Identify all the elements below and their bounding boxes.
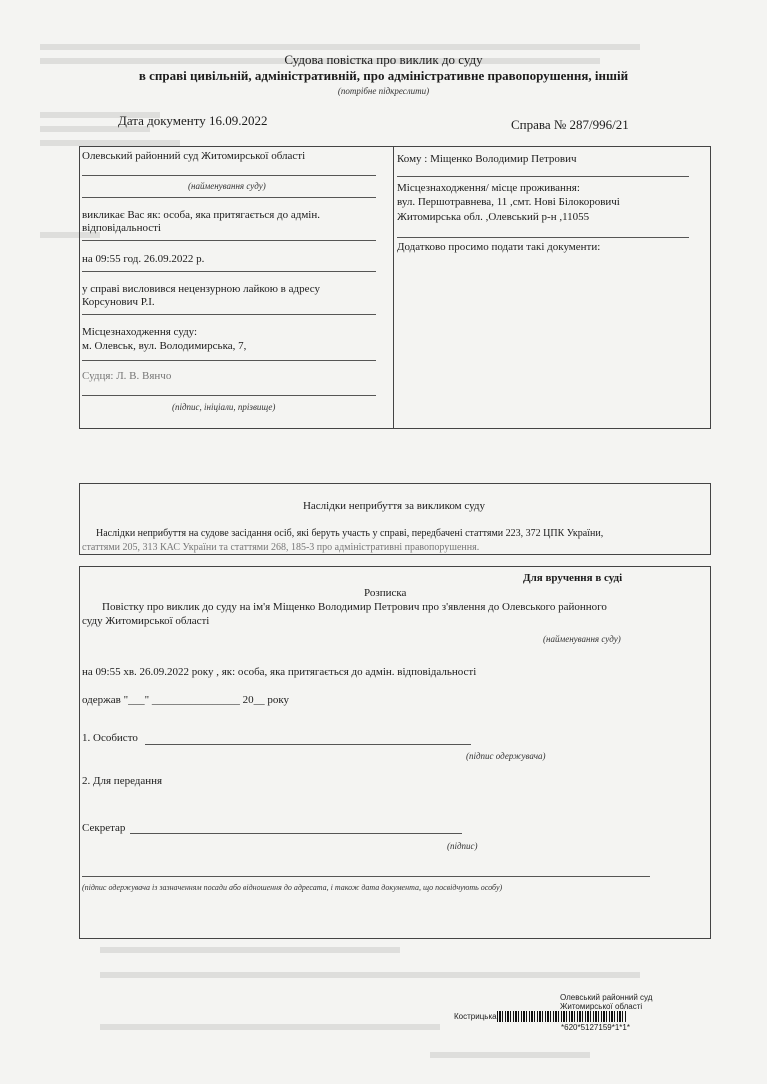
summons-role-2: відповідальності (82, 222, 161, 234)
time-line (82, 271, 376, 272)
receipt-title: Розписка (364, 587, 407, 599)
court-caption: (найменування суду) (188, 181, 266, 191)
address-label: Місцезнаходження/ місце проживання: (397, 182, 580, 194)
receipt-court-caption: (найменування суду) (543, 634, 621, 644)
bleed-through-text (40, 44, 640, 50)
barcode (497, 1011, 627, 1022)
recipient-name: Кому : Міщенко Володимир Петрович (397, 153, 577, 165)
summons-line (82, 240, 376, 241)
hearing-time: на 09:55 год. 26.09.2022 р. (82, 253, 205, 265)
received-date: одержав "___" ________________ 20__ року (82, 694, 290, 706)
court-line (82, 175, 376, 176)
receipt-line-1: Повістку про виклик до суду на ім'я Міщенко Володимир Петрович про з'явлення до Олевського районного (102, 601, 607, 613)
footer-caption: (підпис одержувача із зазначенням посади або відношення до адресата, і також дата документа, що посвідчують особу) (82, 883, 503, 892)
recipient-signature-caption: (підпис одержувача) (466, 751, 546, 761)
footer-line (82, 876, 650, 877)
secretary-label: Секретар (82, 822, 126, 834)
signature-caption: (підпис, ініціали, прізвище) (172, 402, 276, 412)
bleed-through-text (100, 947, 400, 953)
case-matter-1: у справі висловився нецензурною лайкою в адресу (82, 283, 320, 295)
transfer-label: 2. Для передання (82, 775, 163, 787)
additional-documents: Додатково просимо подати такі документи: (397, 241, 601, 253)
receipt-time-line: на 09:55 хв. 26.09.2022 року , як: особа, яка притягається до адмін. відповідальності (82, 666, 477, 678)
court-name: Олевський районний суд Житомирської області (82, 150, 306, 162)
personally-signature-line[interactable] (145, 744, 471, 745)
summons-role-1: викликає Вас як: особа, яка притягається до адмін. (82, 209, 321, 221)
document-date: Дата документу 16.09.2022 (118, 113, 268, 128)
address-line (397, 237, 689, 238)
receipt-heading: Для вручення в суді (523, 572, 623, 584)
consequences-line-2: статтями 205, 313 КАС України та статтями 268, 185-3 про адміністративні правопорушення. (82, 542, 480, 553)
judge-line (82, 395, 376, 396)
bleed-through-text (100, 1024, 440, 1030)
bleed-through-text (430, 1052, 590, 1058)
matter-line (82, 314, 376, 315)
box-divider (393, 146, 394, 428)
bleed-through-text (100, 972, 640, 978)
location-line (82, 360, 376, 361)
recipient-line (397, 176, 689, 177)
case-number: Справа № 287/996/21 (511, 117, 629, 132)
judge-name: Судця: Л. В. Вянчо (82, 370, 172, 382)
personally-label: 1. Особисто (82, 732, 138, 744)
stamp-name: Кострицька (454, 1012, 497, 1021)
receipt-line-2: суду Житомирської області (82, 615, 210, 627)
case-matter-2: Корсунович Р.І. (82, 296, 155, 308)
stamp-court-line-1: Олевський районний суд (560, 993, 653, 1002)
consequences-title: Наслідки неприбуття за викликом суду (302, 500, 486, 512)
underline-note: (потрібне підкреслити) (337, 86, 430, 96)
court-location-label: Місцезнаходження суду: (82, 326, 198, 338)
document-subtitle: в справі цивільній, адміністративній, про адміністративне правопорушення, іншій (138, 68, 629, 83)
barcode-number: *620*5127159*1*1* (561, 1023, 630, 1032)
stamp-court-line-2: Житомирської області (560, 1002, 643, 1011)
address-line-1: вул. Першотравнева, 11 ,смт. Нові Білокоровичі (397, 196, 620, 208)
consequences-line-1: Наслідки неприбуття на судове засідання осіб, які беруть участь у справі, передбачені статтями 223, 372 ЦПК України, (96, 528, 604, 539)
secretary-signature-line[interactable] (130, 833, 462, 834)
document-title: Судова повістка про виклик до суду (284, 52, 483, 67)
court-caption-line (82, 197, 376, 198)
secretary-signature-caption: (підпис) (447, 841, 478, 851)
address-line-2: Житомирська обл. ,Олевський р-н ,11055 (397, 211, 590, 223)
court-location-value: м. Олевськ, вул. Володимирська, 7, (82, 340, 247, 352)
